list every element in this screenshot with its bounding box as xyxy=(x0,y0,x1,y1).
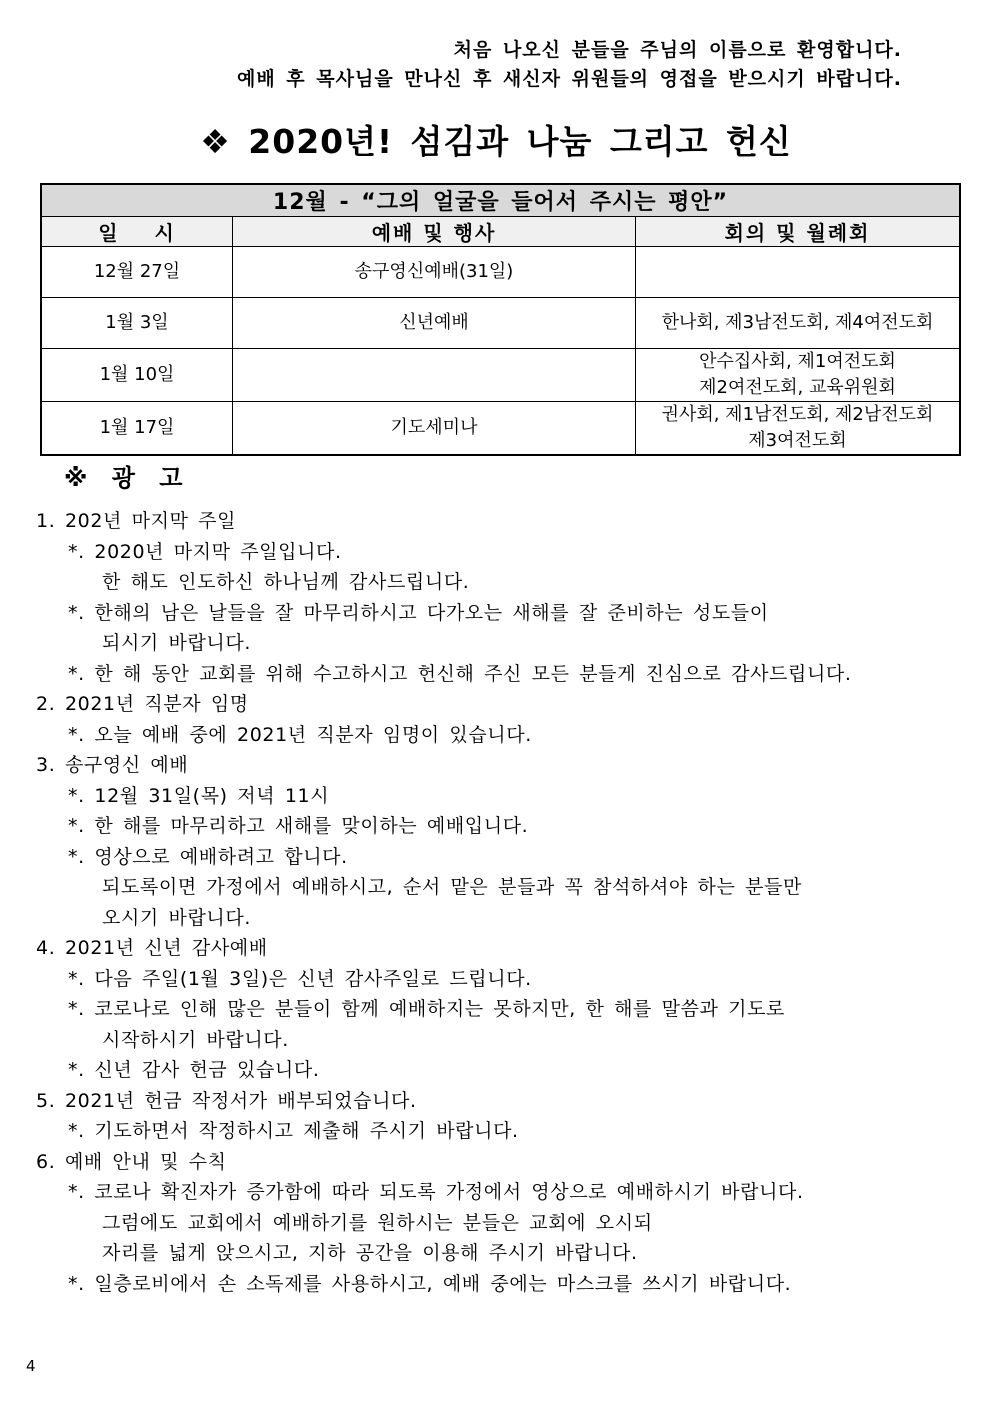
announcement-title: 2. 2021년 직분자 임명 xyxy=(36,693,249,715)
header-worship: 예배 및 행사 xyxy=(233,217,636,247)
schedule-header-row xyxy=(41,217,960,247)
announcement-title: 5. 2021년 헌금 작정서가 배부되었습니다. xyxy=(36,1089,417,1112)
announcement-title: 6. 예배 안내 및 수칙 xyxy=(36,1150,227,1173)
announcement-line: 그럼에도 교회에서 예배하기를 원하시는 분들은 교회에 오시되 xyxy=(102,1211,653,1234)
table-row xyxy=(41,247,960,298)
announcement-line: *. 코로나 확진자가 증가함에 따라 되도록 가정에서 영상으로 예배하시기 바랍니다. xyxy=(68,1181,804,1203)
announcement-item xyxy=(36,933,966,1086)
meeting-line-2: 제2여전도회, 교육위원회 xyxy=(699,377,896,398)
announcement-item xyxy=(36,750,966,933)
row-meeting xyxy=(636,402,961,456)
announcement-title: 1. 202년 마지막 주일 xyxy=(36,510,237,532)
meeting-line-2: 제3여전도회 xyxy=(748,430,847,451)
table-row xyxy=(41,402,960,456)
row-meeting xyxy=(636,247,961,298)
announcement-item xyxy=(36,1086,966,1147)
announcement-line: 자리를 넓게 앉으시고, 지하 공간을 이용해 주시기 바랍니다. xyxy=(102,1242,638,1264)
schedule-table xyxy=(40,183,961,456)
row-worship: 신년예배 xyxy=(233,298,636,349)
announcement-line: 한 해도 인도하신 하나님께 감사드립니다. xyxy=(102,571,470,593)
announcement-line: 오시기 바랍니다. xyxy=(102,906,251,929)
announcement-line: *. 다음 주일(1월 3일)은 신년 감사주일로 드립니다. xyxy=(68,967,532,990)
announcement-line: *. 2020년 마지막 주일입니다. xyxy=(68,540,342,563)
meeting-line-1: 권사회, 제1남전도회, 제2남전도회 xyxy=(661,404,934,425)
table-row xyxy=(41,298,960,349)
welcome-line-2: 예배 후 목사님을 만나신 후 새신자 위원들의 영접을 받으시기 바랍니다. xyxy=(236,68,902,90)
page-number: 4 xyxy=(26,1357,36,1375)
announcement-item xyxy=(36,1147,966,1300)
announcement-line: *. 일층로비에서 손 소독제를 사용하시고, 예배 중에는 마스크를 쓰시기 바랍니다. xyxy=(68,1272,792,1295)
announcement-line: *. 한해의 남은 날들을 잘 마무리하시고 다가오는 새해를 잘 준비하는 성도들이 xyxy=(68,601,769,624)
page-title: ❖ 2020년! 섬김과 나눔 그리고 헌신 xyxy=(200,122,792,161)
row-date: 1월 10일 xyxy=(41,349,233,402)
table-row xyxy=(41,349,960,402)
row-worship: 기도세미나 xyxy=(233,402,636,456)
row-date: 12월 27일 xyxy=(41,247,233,298)
announcement-line: *. 신년 감사 헌금 있습니다. xyxy=(68,1059,320,1081)
header-meeting: 회의 및 월례회 xyxy=(636,217,961,247)
row-meeting xyxy=(636,349,961,402)
schedule-banner-row xyxy=(41,184,960,217)
announcement-title: 4. 2021년 신년 감사예배 xyxy=(36,937,268,959)
announcements-heading: ※ 광 고 xyxy=(64,464,191,492)
announcement-item xyxy=(36,506,966,689)
announcement-line: *. 코로나로 인해 많은 분들이 함께 예배하지는 못하지만, 한 해를 말씀과 기도로 xyxy=(68,998,785,1020)
row-worship xyxy=(233,349,636,402)
header-date: 일 시 xyxy=(41,217,233,247)
schedule-banner: 12월 - “그의 얼굴을 들어서 주시는 평안” xyxy=(41,184,960,217)
welcome-message xyxy=(237,36,902,94)
announcement-line: 되시기 바랍니다. xyxy=(102,632,251,654)
announcement-line: 되도록이면 가정에서 예배하시고, 순서 맡은 분들과 꼭 참석하셔야 하는 분들만 xyxy=(102,876,802,898)
announcement-line: *. 한 해를 마무리하고 새해를 맞이하는 예배입니다. xyxy=(68,815,529,837)
announcement-line: *. 영상으로 예배하려고 합니다. xyxy=(68,845,348,868)
announcement-line: *. 오늘 예배 중에 2021년 직분자 임명이 있습니다. xyxy=(68,723,532,746)
announcement-line: *. 한 해 동안 교회를 위해 수고하시고 헌신해 주신 모든 분들게 진심으로 감사드립니다. xyxy=(68,662,852,685)
row-date: 1월 3일 xyxy=(41,298,233,349)
announcements-list xyxy=(36,506,966,1299)
meeting-line-1: 한나회, 제3남전도회, 제4여전도회 xyxy=(661,312,934,333)
announcement-line: *. 12월 31일(목) 저녁 11시 xyxy=(68,784,330,807)
meeting-line-1: 안수집사회, 제1여전도회 xyxy=(699,351,896,372)
row-date: 1월 17일 xyxy=(41,402,233,456)
announcement-item xyxy=(36,689,966,750)
row-worship: 송구영신예배(31일) xyxy=(233,247,636,298)
announcement-line: *. 기도하면서 작정하시고 제출해 주시기 바랍니다. xyxy=(68,1120,519,1142)
announcement-title: 3. 송구영신 예배 xyxy=(36,754,189,776)
announcement-line: 시작하시기 바랍니다. xyxy=(102,1028,289,1051)
row-meeting xyxy=(636,298,961,349)
welcome-line-1: 처음 나오신 분들을 주님의 이름으로 환영합니다. xyxy=(453,39,902,61)
